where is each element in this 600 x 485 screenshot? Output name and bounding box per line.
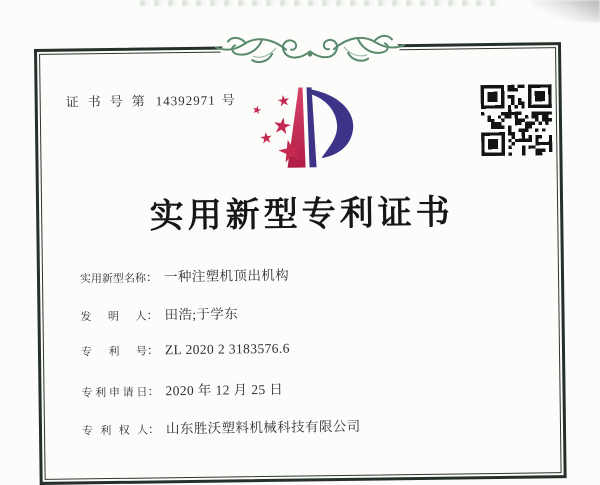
field-label: 实用新型名称 bbox=[79, 272, 147, 286]
svg-text:★: ★ bbox=[270, 112, 294, 141]
qr-code bbox=[481, 84, 553, 156]
field-row-inventors bbox=[80, 298, 540, 324]
certificate-fields bbox=[80, 260, 542, 456]
certificate-number-suffix: 号 bbox=[221, 92, 235, 108]
field-label: 专利号 bbox=[80, 345, 148, 359]
certificate-number-prefix: 证书号第 bbox=[65, 93, 154, 110]
svg-text:★: ★ bbox=[275, 90, 292, 111]
field-label: 专利权人 bbox=[81, 424, 149, 438]
field-row-patent-number bbox=[81, 336, 541, 359]
field-colon: ： bbox=[147, 384, 160, 399]
field-colon: ： bbox=[146, 308, 159, 323]
certificate-number-digits: 14392971 bbox=[155, 92, 216, 109]
field-row-patentee bbox=[81, 412, 542, 438]
field-label: 发明人 bbox=[80, 310, 147, 324]
field-value: 2020 年 12 月 25 日 bbox=[165, 381, 284, 399]
field-colon: ： bbox=[147, 422, 161, 437]
svg-text:★: ★ bbox=[250, 102, 264, 118]
field-value: 田浩;于学东 bbox=[164, 306, 239, 323]
field-row-utility-model-name bbox=[79, 260, 540, 286]
scan-edge-pattern bbox=[140, 0, 500, 6]
field-colon: ： bbox=[146, 343, 160, 358]
field-label: 专利申请日 bbox=[81, 386, 148, 400]
field-value: 一种注塑机顶出机构 bbox=[163, 267, 290, 285]
china-patent-emblem-icon bbox=[239, 85, 365, 172]
certificate-number bbox=[66, 89, 235, 110]
field-value: ZL 2020 2 3183576.6 bbox=[164, 340, 290, 358]
svg-text:★: ★ bbox=[273, 131, 308, 172]
certificate-title: 实用新型专利证书 bbox=[149, 194, 454, 236]
certificate-frame bbox=[34, 42, 567, 485]
svg-text:★: ★ bbox=[258, 128, 274, 148]
scan-corner-shadow bbox=[530, 0, 600, 22]
field-row-filing-date bbox=[81, 374, 541, 400]
field-colon: ： bbox=[145, 270, 159, 285]
field-value: 山东胜沃塑料机械科技有限公司 bbox=[165, 418, 361, 437]
green-scroll-ornament-icon bbox=[210, 24, 411, 71]
